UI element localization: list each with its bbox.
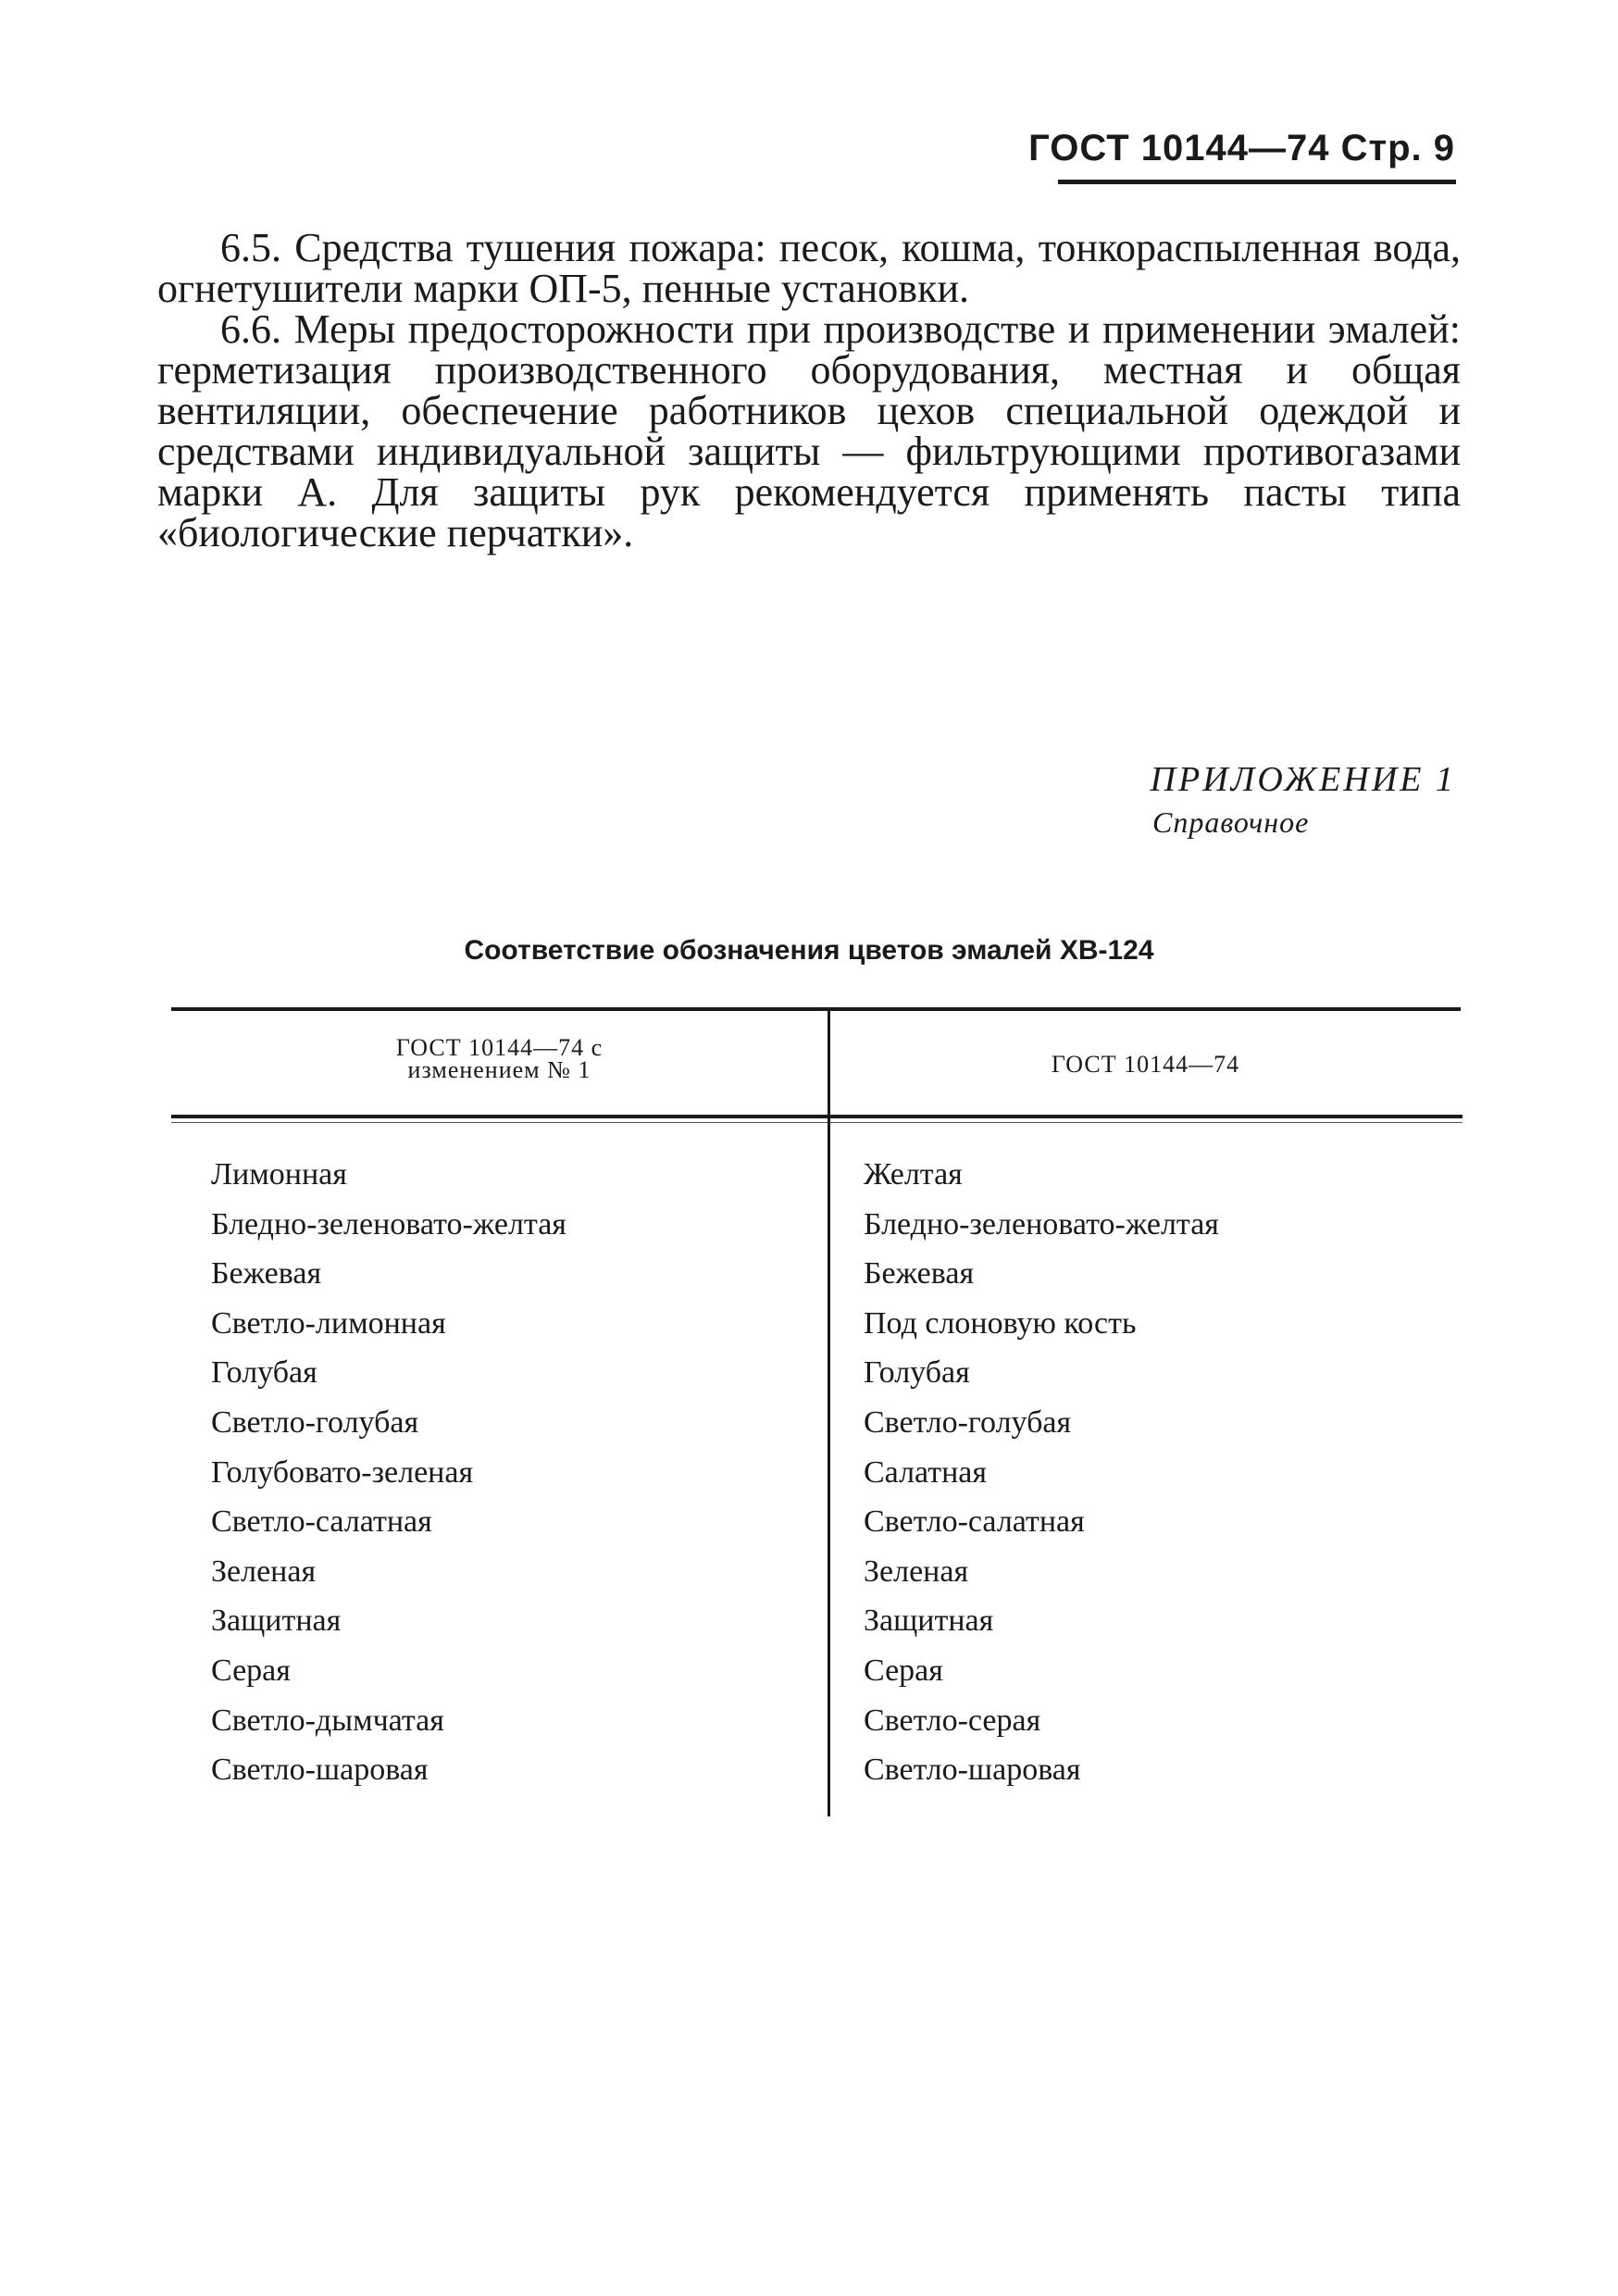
left-column-list [211,1150,566,1795]
table-caption: Соответствие обозначения цветов эмалей ХВ-124 [464,935,1154,966]
body-text [157,225,1461,555]
left-cell: Серая [211,1653,291,1688]
column-header-right: ГОСТ 10144—74 [1051,1051,1240,1078]
header-rule [1058,180,1456,184]
table-rule-header-thin [171,1122,1462,1123]
right-cell: Салатная [864,1454,988,1490]
right-cell: Светло-голубая [864,1404,1072,1440]
right-cell: Желтая [864,1157,963,1192]
appendix-title: ПРИЛОЖЕНИЕ 1 [1150,760,1456,799]
left-cell: Светло-голубая [211,1404,419,1440]
right-cell: Защитная [864,1603,994,1639]
left-cell: Лимонная [211,1157,347,1192]
table-rule-top [171,1007,1461,1011]
right-cell: Серая [864,1653,943,1688]
column-header-left [171,1034,828,1083]
column-divider [828,1011,830,1816]
right-cell: Светло-серая [864,1703,1041,1738]
right-cell: Голубая [864,1355,970,1391]
paragraph-6-5: 6.5. Средства тушения пожара: песок, кошма, тонкораспыленная вода, огнетушители марки ОП-5, пенные установки. [157,225,1461,311]
left-cell: Бежевая [211,1256,322,1292]
left-cell: Голубовато-зеленая [211,1454,474,1490]
left-cell: Защитная [211,1603,342,1639]
left-cell: Бледно-зеленовато-желтая [211,1206,566,1242]
left-cell: Светло-дымчатая [211,1703,444,1738]
left-cell: Светло-салатная [211,1504,432,1540]
appendix-subtitle: Справочное [1152,805,1310,839]
right-cell: Светло-салатная [864,1504,1085,1540]
right-cell: Под слоновую кость [864,1305,1137,1341]
column-header-left-line2: изменением № 1 [407,1056,591,1083]
right-cell: Бледно-зеленовато-желтая [864,1206,1219,1242]
page-header: ГОСТ 10144—74 Стр. 9 [1028,128,1455,168]
paragraph-6-6: 6.6. Меры предосторожности при производстве и применении эмалей: герметизация производственного оборудования, местная и общая вентиляции, обеспечение работников цехов специальной одеждой и средствами индивидуальной защиты — фильтрующими противогазами марки А. Для защиты рук рекомендуется применять пасты типа «биологические перчатки». [157,306,1461,555]
right-cell: Бежевая [864,1256,975,1292]
right-column-list [864,1150,1219,1795]
left-cell: Светло-шаровая [211,1753,429,1788]
right-cell: Зеленая [864,1554,969,1589]
column-header-left-line1: ГОСТ 10144—74 с [395,1034,604,1061]
left-cell: Светло-лимонная [211,1305,446,1341]
left-cell: Голубая [211,1355,317,1391]
table-rule-header [171,1115,1462,1118]
left-cell: Зеленая [211,1554,317,1589]
right-cell: Светло-шаровая [864,1753,1081,1788]
